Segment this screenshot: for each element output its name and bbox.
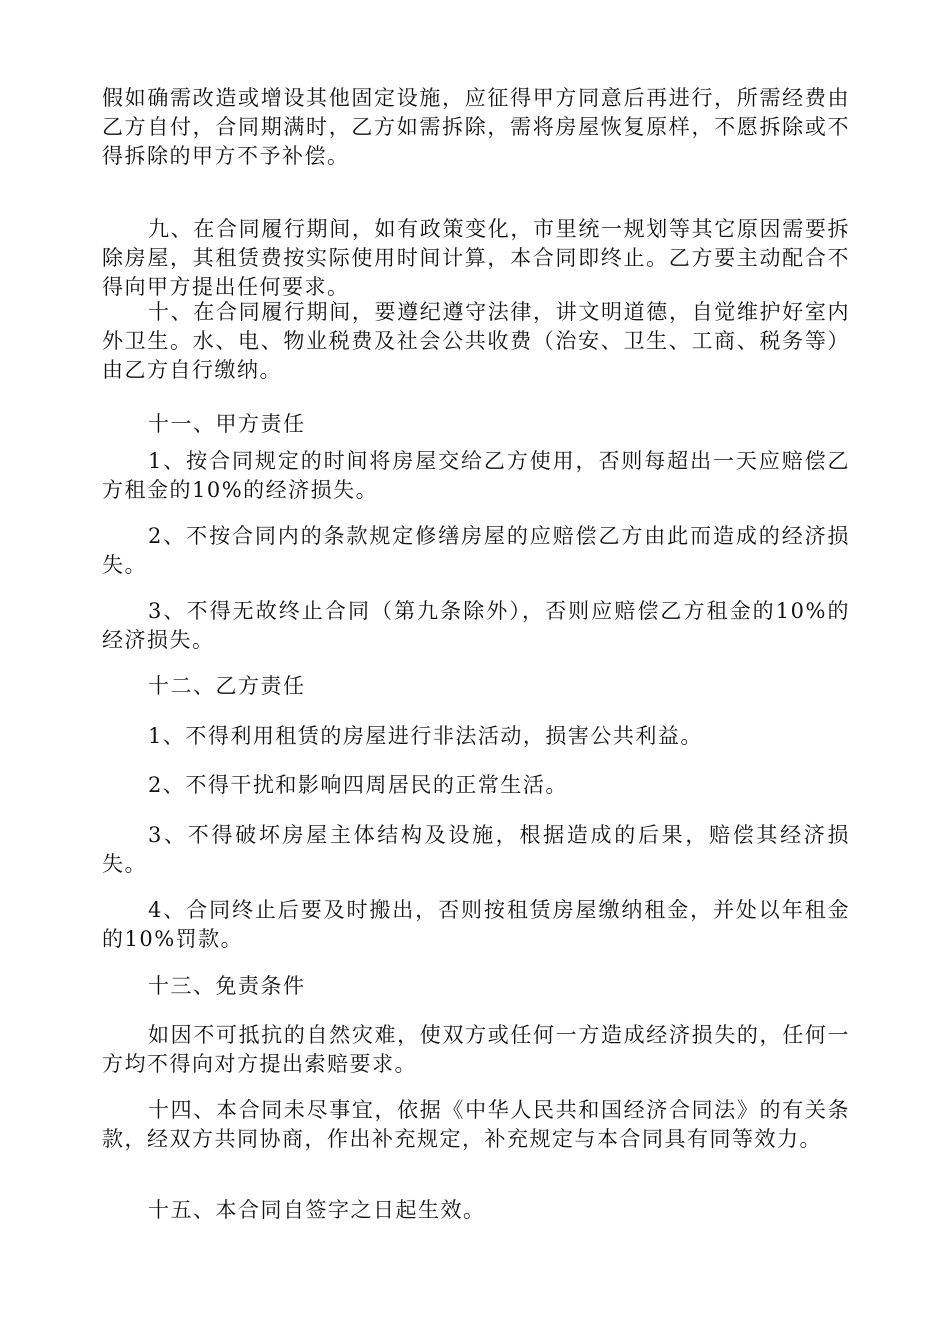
clause-12-item-1: 1、不得利用租赁的房屋进行非法活动，损害公共利益。 bbox=[148, 724, 703, 748]
clause-12-item-3: 3、不得破坏房屋主体结构及设施，根据造成的后果，赔偿其经济损失。 bbox=[102, 823, 850, 876]
clause-11-heading: 十一、甲方责任 bbox=[148, 412, 306, 436]
clause-10: 十、在合同履行期间，要遵纪遵守法律，讲文明道德，自觉维护好室内外卫生。水、电、物业税费及社会公共收费（治安、卫生、工商、税务等）由乙方自行缴纳。 bbox=[102, 300, 850, 382]
clause-9: 九、在合同履行期间，如有政策变化，市里统一规划等其它原因需要拆除房屋，其租赁费按实际使用时间计算，本合同即终止。乙方要主动配合不得向甲方提出任何要求。 bbox=[102, 217, 850, 299]
clause-13-heading: 十三、免责条件 bbox=[148, 974, 306, 998]
clause-11-item-3: 3、不得无故终止合同（第九条除外），否则应赔偿乙方租金的10%的经济损失。 bbox=[102, 599, 850, 652]
clause-11-item-2: 2、不按合同内的条款规定修缮房屋的应赔偿乙方由此而造成的经济损失。 bbox=[102, 524, 850, 577]
clause-14: 十四、本合同未尽事宜，依据《中华人民共和国经济合同法》的有关条款，经双方共同协商，作出补充规定，补充规定与本合同具有同等效力。 bbox=[102, 1098, 850, 1151]
clause-12-heading: 十二、乙方责任 bbox=[148, 674, 306, 698]
clause-11-item-1: 1、按合同规定的时间将房屋交给乙方使用，否则每超出一天应赔偿乙方租金的10%的经济损失。 bbox=[102, 449, 850, 502]
clause-12-item-2: 2、不得干扰和影响四周居民的正常生活。 bbox=[148, 773, 568, 797]
clause-15: 十五、本合同自签字之日起生效。 bbox=[148, 1198, 486, 1222]
paragraph-continuation: 假如确需改造或增设其他固定设施，应征得甲方同意后再进行，所需经费由乙方自付，合同期满时，乙方如需拆除，需将房屋恢复原样，不愿拆除或不得拆除的甲方不予补偿。 bbox=[102, 86, 850, 168]
clause-13-body: 如因不可抵抗的自然灾难，使双方或任何一方造成经济损失的，任何一方均不得向对方提出索赔要求。 bbox=[102, 1023, 850, 1076]
clause-12-item-4: 4、合同终止后要及时搬出，否则按租赁房屋缴纳租金，并处以年租金的10%罚款。 bbox=[102, 898, 850, 951]
